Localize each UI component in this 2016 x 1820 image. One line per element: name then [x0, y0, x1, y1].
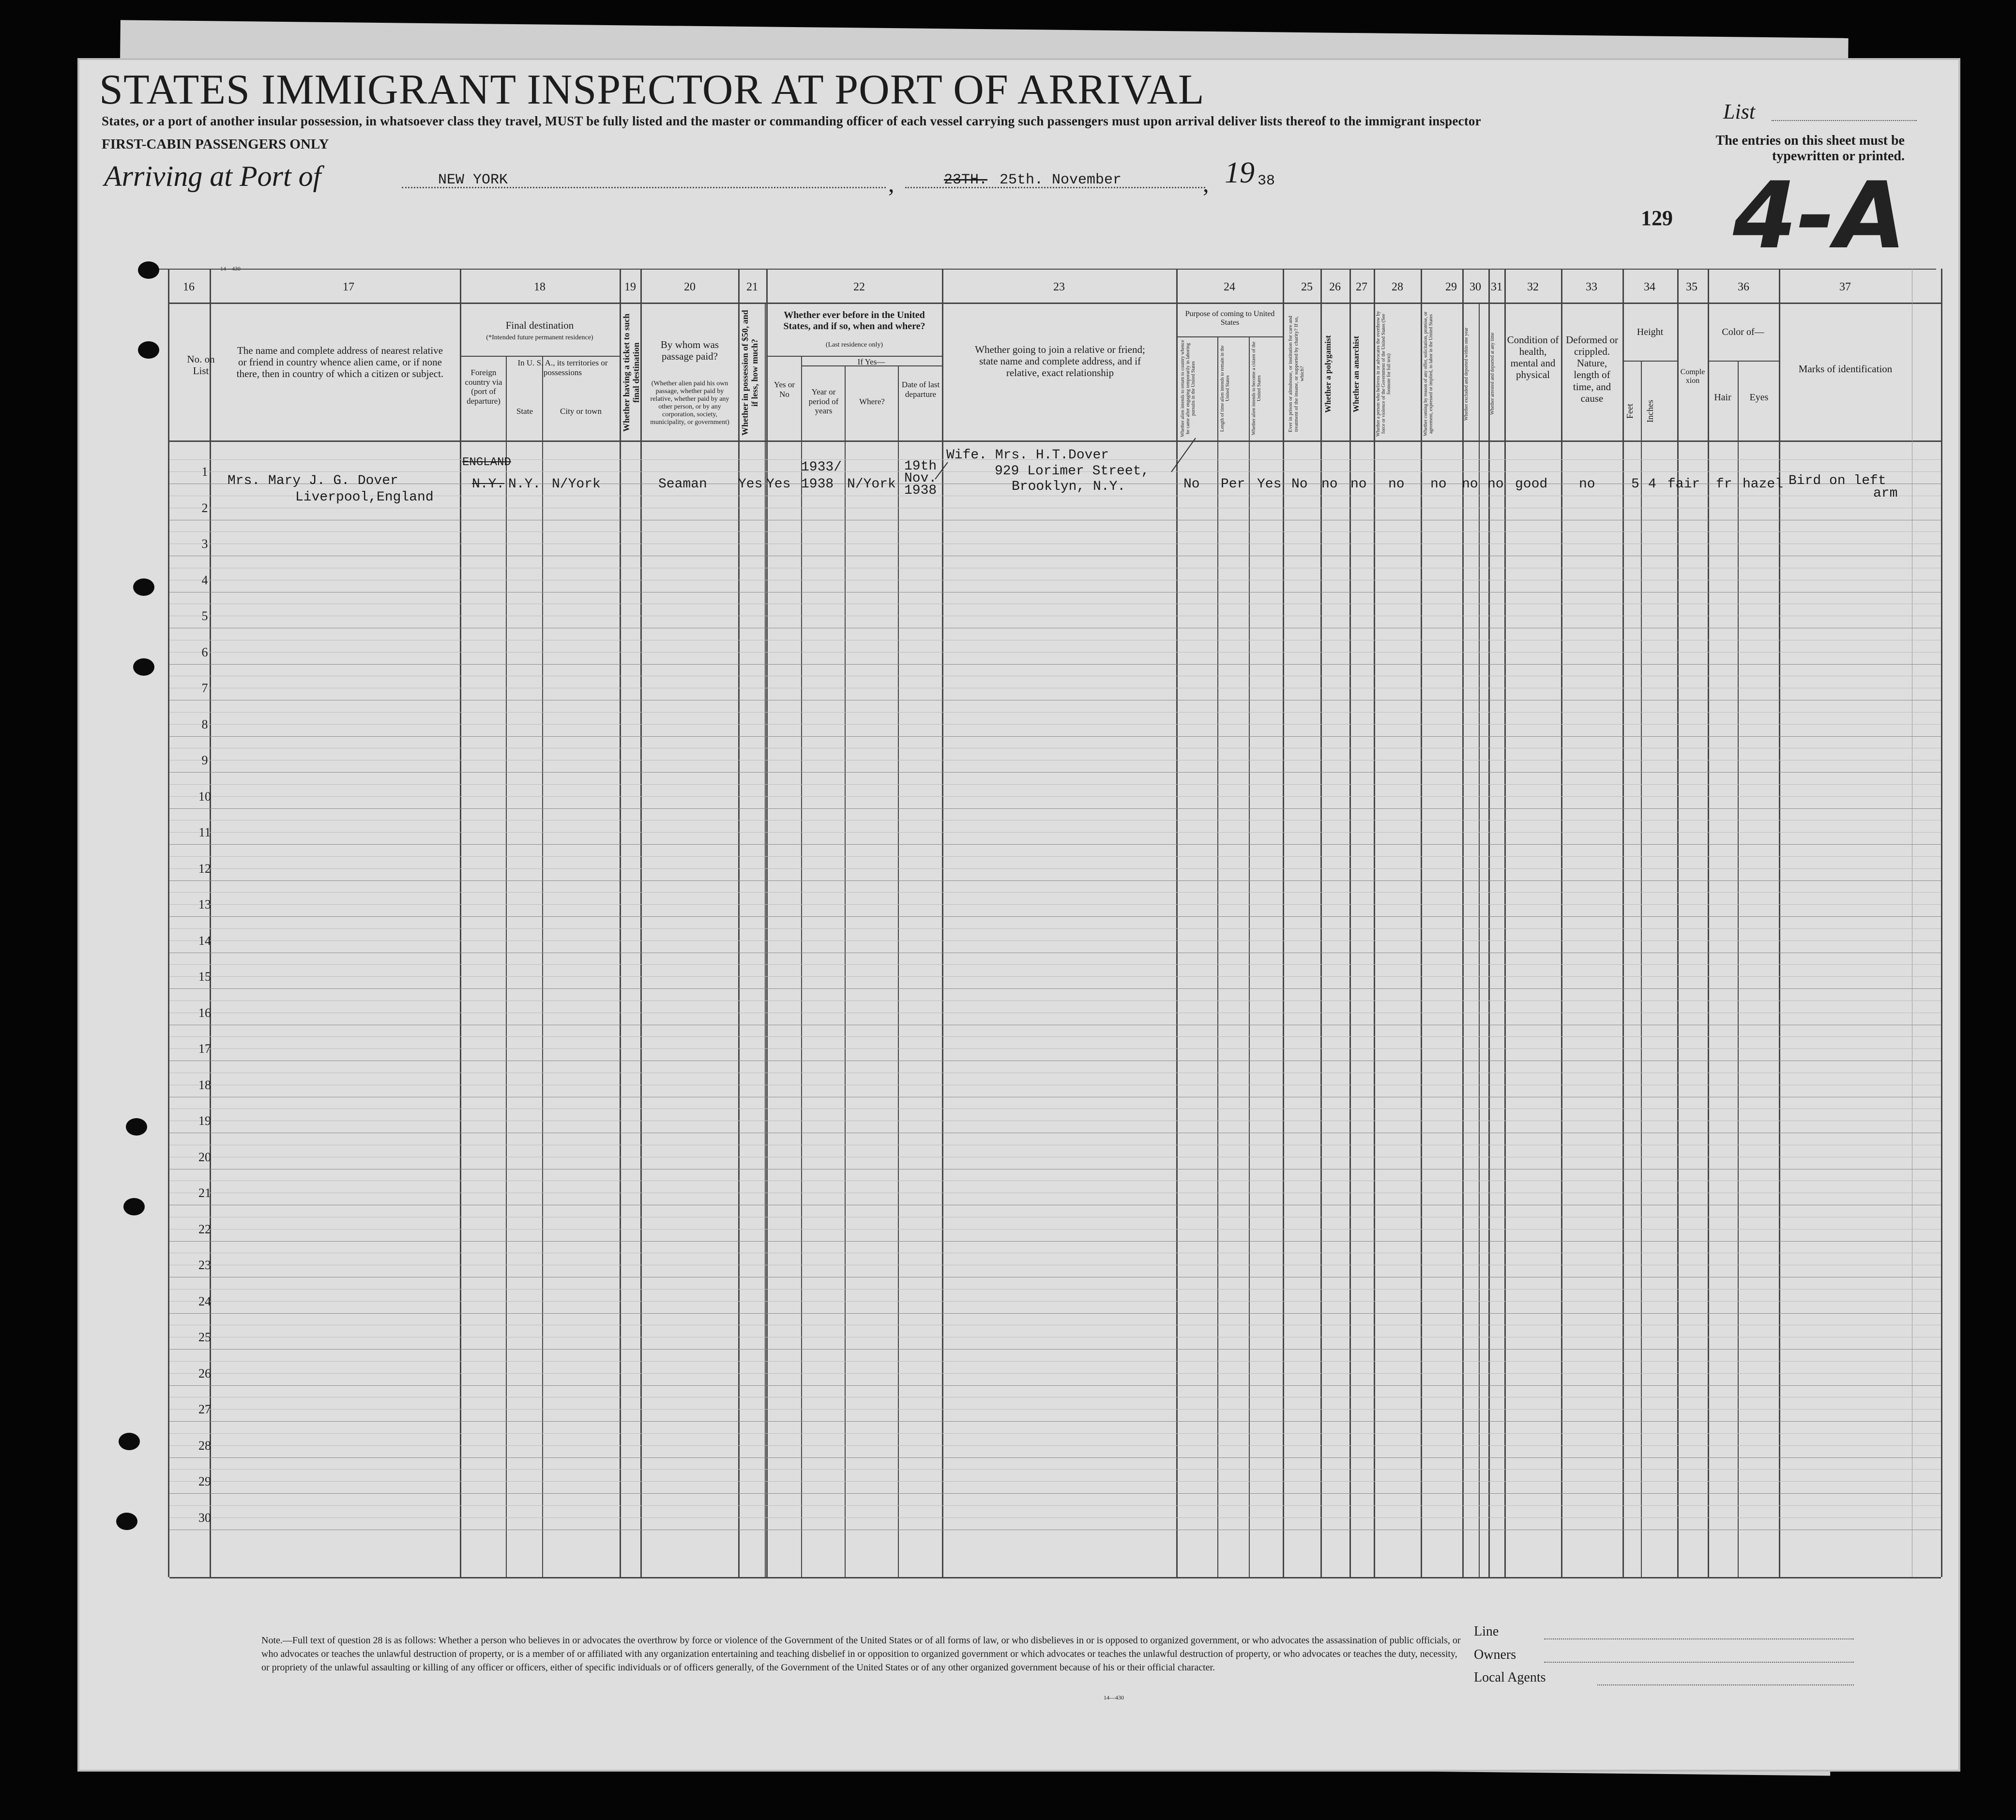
row-subrule: [169, 1505, 1941, 1506]
row-number: 3: [201, 537, 208, 551]
page-title: STATES IMMIGRANT INSPECTOR AT PORT OF ARRIVAL: [99, 66, 1205, 113]
row-rule: [169, 1349, 1941, 1350]
row-number: 1: [201, 465, 208, 479]
header-polygamist: Whether a polygamist: [1323, 335, 1333, 413]
binder-hole: [123, 1198, 145, 1215]
header-ever-before: Whether ever before in the United States, and if so, when and where?: [783, 310, 925, 332]
row-rule: [169, 844, 1941, 845]
excluded-answer: no: [1462, 477, 1478, 492]
row-subrule: [169, 1409, 1941, 1410]
list-label: List: [1723, 100, 1756, 123]
footnote-question-28: Note.—Full text of question 28 is as follows: Whether a person who believes in or advocates the overthrow by force or violence of the Government of the United States or of all forms of law, or who disbelieves in or is opposed to organized government, or who advocates the assassination of public officials, or who advocates or teaches the unlawful destruction of property, or is a member of or affiliated with any organization entertaining and teaching disbelief in or opposition to organized government or which advocates or teaches the unlawful destruction of property, or who advocates or teaches the duty, necessity, or propriety of the unlawful assaulting or killing of any officer or officers, either of specific individuals or of officers generally, of the Government of the United States or of any other organized government because of his or their official character.: [261, 1635, 1461, 1673]
row-number: 16: [198, 1005, 211, 1020]
header-complexion: Complexion: [1680, 368, 1705, 385]
row-number: 24: [198, 1294, 211, 1308]
header-passage-paid-note: (Whether alien paid his own passage, whether paid by relative, whether paid by any other person, or by any corporation, society, municipality, or government): [650, 380, 729, 426]
owners-underline: [1544, 1662, 1854, 1663]
local-agents-label: Local Agents: [1474, 1670, 1546, 1685]
colnum-37: 37: [1839, 281, 1851, 293]
row-number: 27: [198, 1402, 211, 1416]
date-value: 25th. November: [1000, 172, 1122, 188]
header-no-on-list: No. on List: [187, 353, 215, 377]
row-number: 21: [198, 1186, 211, 1200]
row-number: 22: [198, 1222, 211, 1236]
binder-hole: [119, 1433, 140, 1450]
passage-paid-by: Seaman: [658, 477, 707, 492]
header-going-to-join: Whether going to join a relative or friend; state name and complete address, and if relative, exact relationship: [975, 344, 1145, 379]
row-subrule: [169, 1517, 1941, 1518]
header-in-usa: In U. S. A., its territories or possessions: [517, 358, 608, 377]
destination-city: N/York: [552, 477, 601, 492]
header-instructions: States, or a port of another insular possession, in whatsoever class they travel, MUST be fully listed and the master or commanding officer of each vessel carrying such passengers must upon arrival deliver lists thereof to the immigrant inspector: [102, 114, 1481, 128]
row-number: 7: [201, 681, 208, 695]
arriving-label: Arriving at Port of: [104, 160, 321, 192]
header-final-destination-note: (*Intended future permanent residence): [486, 334, 593, 341]
row-number: 19: [198, 1114, 211, 1128]
passenger-class: FIRST-CABIN PASSENGERS ONLY: [102, 136, 329, 152]
row-number: 20: [198, 1150, 211, 1164]
port-value: NEW YORK: [438, 172, 508, 188]
header-purpose-citizen: Whether alien intends to become a citizen of the United States: [1251, 341, 1262, 436]
overthrow-answer: no: [1388, 477, 1405, 492]
years-line-2: 1938: [801, 477, 834, 492]
row-number: 4: [201, 573, 208, 587]
row-rule: [169, 808, 1941, 809]
comma-1: ,: [888, 170, 894, 197]
health-answer: good: [1515, 477, 1548, 492]
row-subrule: [169, 1301, 1941, 1302]
line-label: Line: [1474, 1624, 1499, 1639]
destination-state: N.Y.: [508, 477, 541, 492]
row-number: 9: [201, 753, 208, 767]
header-state: State: [516, 407, 533, 416]
row-subrule: [169, 856, 1941, 857]
header-overthrow: Whether a person who believes in or advocates the overthrow by force or violence of the Government of the United States (See footnote for full text): [1376, 311, 1392, 437]
row-subrule: [169, 1469, 1941, 1470]
handwritten-list-mark: 4-A: [1733, 162, 1907, 269]
row-number: 29: [198, 1474, 211, 1488]
row-subrule: [169, 531, 1941, 532]
row-rule: [169, 1241, 1941, 1242]
row-subrule: [169, 1481, 1941, 1482]
binder-hole: [116, 1513, 137, 1530]
row-subrule: [169, 1433, 1941, 1434]
row-rule: [169, 916, 1941, 917]
header-hair: Hair: [1714, 392, 1731, 403]
header-ticket: Whether having a ticket to such final destination: [621, 313, 641, 432]
row-subrule: [169, 904, 1941, 905]
colnum-23: 23: [1053, 281, 1065, 293]
header-prison: Ever in prison or almshouse, or institution for care and treatment of the insane, or supported by charity? If so, which?: [1288, 316, 1305, 432]
row-subrule: [169, 1108, 1941, 1109]
row-subrule: [169, 892, 1941, 893]
row-number: 15: [198, 970, 211, 984]
form-number-top: 14—430: [220, 265, 241, 272]
last-departure-1: 19th: [904, 459, 937, 474]
row-number: 26: [198, 1366, 211, 1380]
colnum-21: 21: [746, 281, 758, 293]
colnum-33: 33: [1586, 281, 1597, 293]
marks-line-2: arm: [1873, 486, 1898, 501]
colnum-31: 31: [1491, 281, 1502, 293]
row-subrule: [169, 928, 1941, 929]
height-feet: 5: [1631, 477, 1639, 492]
row-subrule: [169, 712, 1941, 713]
header-deported: Whether arrested and deported at any time: [1490, 333, 1495, 415]
row-number: 2: [201, 500, 208, 515]
ever-before-us: Yes: [766, 477, 791, 492]
row-subrule: [169, 868, 1941, 869]
colnum-32: 32: [1527, 281, 1539, 293]
row-subrule: [169, 724, 1941, 725]
colnum-27: 27: [1356, 281, 1367, 293]
colnum-20: 20: [684, 281, 696, 293]
line-underline: [1544, 1638, 1854, 1639]
header-purpose-return: Whether alien intends to return to country whence he came after engaging temporarily in laboring pursuits in the United States: [1180, 340, 1196, 437]
previous-residence: N/York: [847, 477, 896, 492]
become-citizen: Yes: [1257, 477, 1282, 492]
date-struck: 23TH.: [944, 172, 988, 188]
row-subrule: [169, 976, 1941, 977]
row-subrule: [169, 1361, 1941, 1362]
row-subrule: [169, 1445, 1941, 1446]
header-health: Condition of health, mental and physical: [1507, 334, 1559, 381]
check-mark: [1169, 436, 1198, 474]
row-number: 17: [198, 1042, 211, 1056]
header-purpose-length: Length of time alien intends to remain in the United States: [1220, 345, 1230, 432]
row-rule: [169, 1421, 1941, 1422]
header-yes-or-no: Yes or No: [773, 380, 795, 399]
row-number: 25: [198, 1330, 211, 1344]
list-underline: [1772, 120, 1917, 121]
last-departure-3: 1938: [904, 483, 937, 498]
return-intent: No: [1183, 477, 1200, 492]
row-rule: [169, 880, 1941, 881]
binder-hole: [138, 341, 159, 359]
colnum-29: 29: [1445, 281, 1457, 293]
row-number: 28: [198, 1438, 211, 1453]
row-subrule: [169, 796, 1941, 797]
anarchist-answer: no: [1350, 477, 1367, 492]
row-rule: [169, 988, 1941, 989]
header-where: Where?: [859, 397, 885, 406]
owners-label: Owners: [1474, 1647, 1516, 1662]
header-eyes: Eyes: [1749, 392, 1769, 403]
binder-hole: [133, 578, 154, 596]
row-subrule: [169, 940, 1941, 941]
hair-answer: fr: [1716, 477, 1732, 492]
joining-street: 929 Lorimer Street,: [995, 464, 1150, 479]
agents-underline: [1597, 1684, 1854, 1685]
deformed-answer: no: [1579, 477, 1595, 492]
comma-2: ,: [1203, 170, 1209, 197]
row-subrule: [169, 784, 1941, 785]
row-number: 30: [198, 1510, 211, 1525]
header-final-destination: Final destination: [505, 319, 574, 331]
height-inches: 4: [1648, 477, 1656, 492]
row-rule: [169, 1457, 1941, 1458]
colnum-34: 34: [1644, 281, 1655, 293]
header-feet: Feet: [1625, 404, 1635, 419]
prison-answer: No: [1291, 477, 1308, 492]
sheet-number: 129: [1641, 206, 1673, 230]
colnum-22: 22: [853, 281, 865, 293]
joining-relative: Wife. Mrs. H.T.Dover: [946, 448, 1109, 463]
header-marks: Marks of identification: [1798, 363, 1893, 375]
row-rule: [169, 736, 1941, 737]
deported-answer: no: [1487, 477, 1504, 492]
binder-hole: [126, 1118, 147, 1136]
offer-labor-answer: no: [1430, 477, 1447, 492]
check-mark: [934, 460, 949, 484]
colnum-19: 19: [624, 281, 636, 293]
colnum-24: 24: [1224, 281, 1235, 293]
row-subrule: [169, 832, 1941, 833]
header-city: City or town: [560, 407, 602, 416]
header-nearest-relative: The name and complete address of nearest relative or friend in country whence alien came, or if none there, then in country of which a citizen or subject.: [236, 345, 444, 380]
colnum-30: 30: [1470, 281, 1481, 293]
row-subrule: [169, 1036, 1941, 1037]
header-50-dollars: Whether in possession of $50, and if less, how much?: [740, 310, 759, 436]
row-subrule: [169, 1373, 1941, 1374]
row-number: 13: [198, 897, 211, 911]
years-line-1: 1933/: [801, 460, 842, 475]
row-rule: [169, 1385, 1941, 1386]
last-departure-2: Nov.: [904, 471, 937, 486]
row-subrule: [169, 964, 1941, 965]
year-suffix: 38: [1258, 173, 1275, 189]
row-subrule: [169, 1048, 1941, 1049]
row-rule: [169, 772, 1941, 773]
header-anarchist: Whether an anarchist: [1351, 335, 1361, 412]
header-offer-labor: Whether coming by reason of any offer, solicitation, promise, or agreement, expressed or implied, to labor in the United States: [1423, 311, 1434, 437]
header-passage-paid: By whom was passage paid?: [660, 339, 719, 363]
colnum-16: 16: [183, 281, 195, 293]
header-if-yes: If Yes—: [857, 357, 885, 366]
year-prefix: 19: [1225, 156, 1255, 189]
header-inches: Inches: [1645, 400, 1655, 423]
row-number: 6: [201, 645, 208, 659]
row-number: 12: [198, 861, 211, 876]
colnum-18: 18: [534, 281, 546, 293]
header-color-of: Color of—: [1722, 327, 1764, 337]
row-number: 5: [201, 609, 208, 623]
length-of-stay: Per: [1221, 477, 1245, 492]
row-rule: [169, 1493, 1941, 1494]
row-rule: [169, 1313, 1941, 1314]
joining-city: Brooklyn, N.Y.: [1012, 479, 1126, 494]
has-50-dollars: Yes: [738, 477, 763, 492]
header-last-departure: Date of last departure: [901, 380, 940, 399]
entries-note: The entries on this sheet must be typewritten or printed.: [1715, 133, 1905, 164]
header-year-period: Year or period of years: [808, 387, 839, 416]
header-excluded: Whether excluded and deported within one year: [1464, 327, 1469, 421]
relative-address: Liverpool,England: [295, 490, 434, 505]
destination-struck: N.Y.: [472, 477, 505, 492]
colnum-36: 36: [1738, 281, 1749, 293]
eyes-answer: hazel: [1743, 477, 1784, 492]
row-number: 23: [198, 1258, 211, 1272]
row-number: 10: [198, 789, 211, 804]
header-ever-before-note: (Last residence only): [825, 341, 883, 349]
row-rule: [169, 664, 1941, 665]
colnum-35: 35: [1686, 281, 1698, 293]
colnum-28: 28: [1392, 281, 1403, 293]
binder-hole: [133, 658, 154, 676]
relative-name: Mrs. Mary J. G. Dover: [227, 473, 398, 488]
header-purpose: Purpose of coming to United States: [1185, 310, 1275, 327]
header-deformed: Deformed or crippled. Nature, length of time, and cause: [1566, 334, 1618, 404]
header-height: Height: [1637, 327, 1664, 337]
polygamist-answer: no: [1321, 477, 1338, 492]
colnum-17: 17: [343, 281, 354, 293]
colnum-25: 25: [1301, 281, 1313, 293]
row-number: 18: [198, 1077, 211, 1092]
marks-line-1: Bird on left: [1789, 473, 1886, 488]
form-number-bottom: 14—430: [1104, 1694, 1124, 1701]
complexion-answer: fair: [1667, 477, 1700, 492]
binder-hole: [138, 261, 159, 279]
header-foreign-country: Foreign country via (port of departure): [465, 368, 502, 406]
row-number: 11: [198, 825, 211, 839]
foreign-country-struck: ENGLAND: [462, 456, 511, 469]
row-number: 14: [198, 933, 211, 948]
colnum-26: 26: [1329, 281, 1341, 293]
row-number: 8: [201, 717, 208, 731]
